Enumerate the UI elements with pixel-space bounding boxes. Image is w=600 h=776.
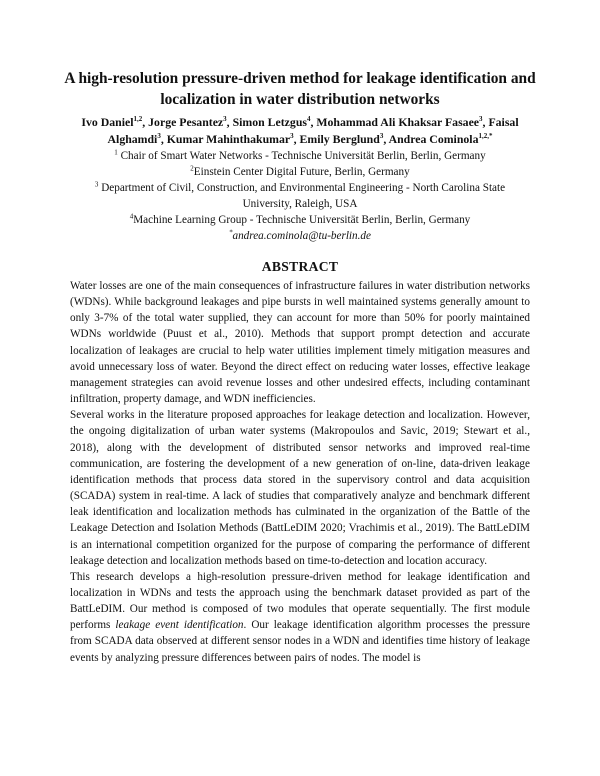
author: Simon Letzgus$^4$ xyxy=(232,115,311,129)
paper-title: A high-resolution pressure-driven method for leakage identification and localization in water distribution networks xyxy=(64,70,536,108)
author: Ivo Daniel$^{1,2}$ xyxy=(81,115,143,129)
corresponding-email[interactable]: *andrea.cominola@tu-berlin.de xyxy=(228,228,371,242)
abstract-heading: ABSTRACT xyxy=(261,259,339,274)
emphasized-term: leakage event identification xyxy=(115,619,244,632)
abstract-body xyxy=(70,278,530,666)
abstract-paragraph: Water losses are one of the main consequences of infrastructure failures in water distribution networks (WDNs). While background leakages and pipe bursts in well maintained systems generally amount to only 3-7% of the total water supplied, they can account for more than 50% for poorly maintained WDNs worldwide (Puust et al., 2010). Methods that support prompt detection and accurate localization of leakages are crucial to help water utilities implement timely mitigation measures and avoid unnecessary loss of water. Beyond the direct effect on reducing water losses, effective leakage management strategies can avoid revenue losses and other undesired effects, including contaminant infiltration, property damage, and WDN inefficiencies. xyxy=(70,280,530,406)
author: Emily Berglund$^3$ xyxy=(299,132,384,146)
affiliation: $^4$Machine Learning Group - Technische Universität Berlin, Berlin, Germany xyxy=(129,212,471,226)
author: Jorge Pesantez$^3$ xyxy=(148,115,227,129)
affiliation: $^3$ Department of Civil, Construction, and Environmental Engineering - North Carolina State University, Raleigh, USA xyxy=(94,180,506,210)
abstract-paragraph: Several works in the literature proposed approaches for leakage detection and localization. However, the ongoing digitalization of urban water systems (Makropoulos and Savic, 2019; Stewart et al., 2018), along with the development of distributed sensor networks and improved real-time communication, are fostering the development of a new generation of on-line, data-driven leakage identification methods that process data stored in the supervisory control and data acquisition (SCADA) system in real-time. A lack of studies that comparatively analyze and benchmark different leak identification and localization methods has culminated in the organization of the Battle of the Leakage Detection and Isolation Methods (BattLeDIM 2020; Vrachimis et al., 2019). The BattLeDIM is an international competition organized for the purpose of comparing the performance of different leakage detection and localization methods based on time-to-detection and location accuracy. xyxy=(70,409,530,567)
author: Mohammad Ali Khaksar Fasaee$^3$ xyxy=(316,115,483,129)
author: Faisal Alghamdi$^3$ xyxy=(107,115,519,146)
abstract-paragraph: This research develops a high-resolution pressure-driven method for leakage identification and localization in WDNs and tests the approach using the benchmark dataset provided as part of the BattLeDIM. Our method is composed of two modules that operate sequentially. The first module performs leakage event identification. Our leakage identification algorithm processes the pressure from SCADA data observed at different sensor nodes in a WDN and identifies time history of leakage events by analyzing pressure differences between pairs of nodes. The model is xyxy=(70,570,530,664)
author-list: Ivo Daniel$^{1,2}$, Jorge Pesantez$^3$, Simon Letzgus$^4$, Mohammad Ali Khaksar Fasaee$^3$, Faisal Alghamdi$^3$, Kumar Mahinthakumar$^3$, Emily Berglund$^3$, Andrea Cominola$^{1,2,*}$ xyxy=(81,115,519,146)
author: Kumar Mahinthakumar$^3$ xyxy=(166,132,294,146)
author: Andrea Cominola$^{1,2,*}$ xyxy=(388,132,493,146)
affiliation: $^2$Einstein Center Digital Future, Berlin, Germany xyxy=(190,164,410,178)
affiliation: $^1$ Chair of Smart Water Networks - Technische Universität Berlin, Berlin, Germany xyxy=(114,148,486,162)
